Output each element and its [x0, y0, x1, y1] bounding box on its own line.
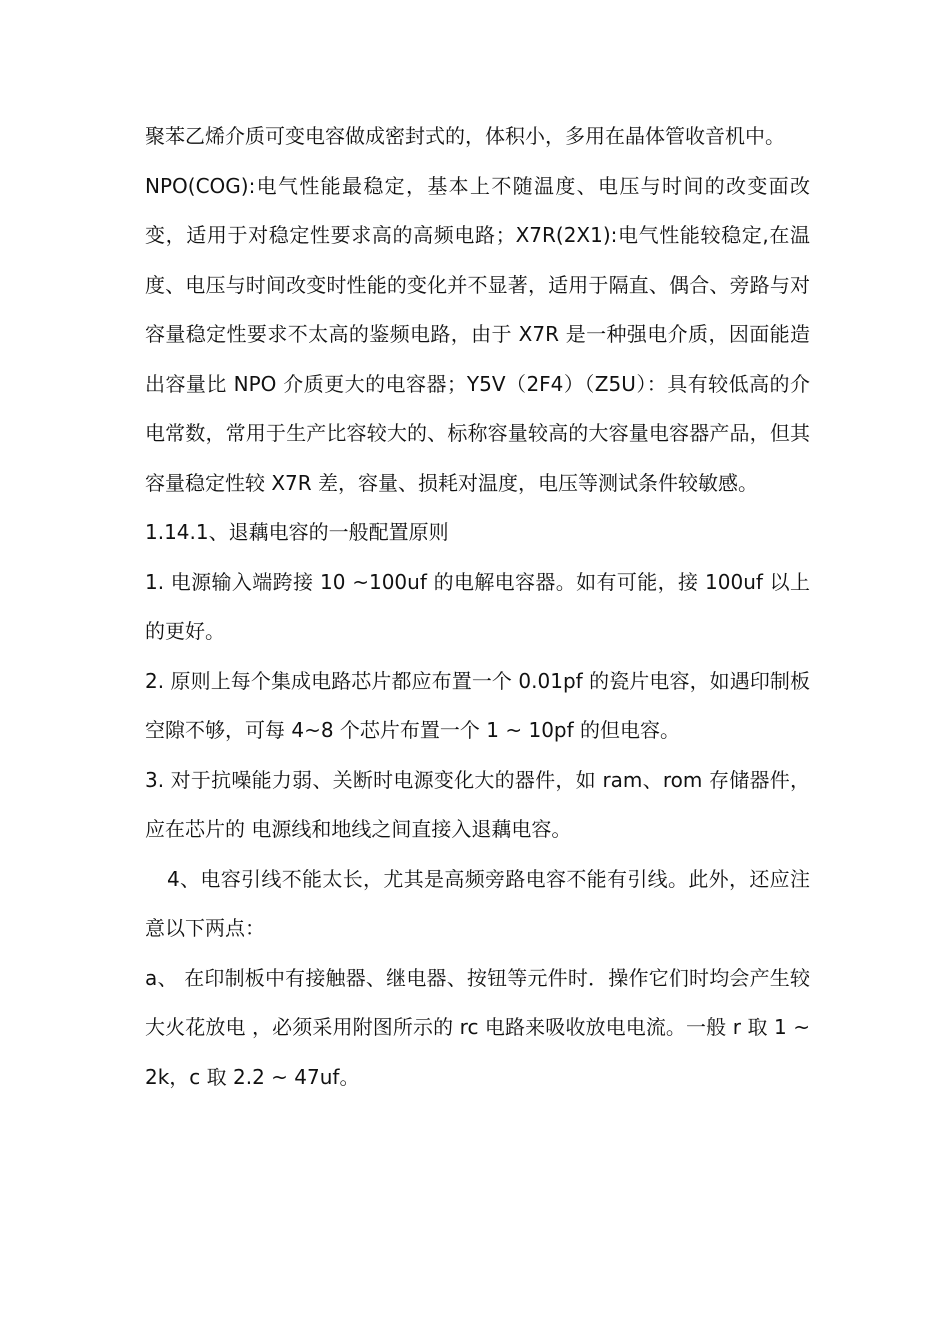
paragraph-polystyrene-capacitor: 聚苯乙烯介质可变电容做成密封式的，体积小，多用在晶体管收音机中。 — [145, 124, 785, 148]
list-item-4: 4、电容引线不能太长，尤其是高频旁路电容不能有引线。此外，还应注意以下两点： — [145, 866, 810, 940]
list-item-3: 3. 对于抗噪能力弱、关断时电源变化大的器件，如 ram、rom 存储器件，应在芯片的 电源线和地线之间直接入退藕电容。 — [145, 767, 810, 841]
paragraph-dielectric-types: NPO(COG):电气性能最稳定，基本上不随温度、电压与时间的改变面改变，适用于对稳定性要求高的高频电路；X7R(2X1):电气性能较稳定,在温度、电压与时间改变时性能的变化并不显著，适用于隔直、偶合、旁路与对容量稳定性要求不太高的鉴频电路，由于 X7R 是一种强电介质，因面能造出容量比 NPO 介质更大的电容器；Y5V（2F4）（Z5U）：具有较低高的介电常数，常用于生产比容较大的、标称容量较高的大容量电容器产品，但其容量稳定性较 X7R 差，容量、损耗对温度，电压等测试条件较敏感。 — [145, 173, 810, 495]
list-item-a: a、 在印制板中有接触器、继电器、按钮等元件时．操作它们时均会产生较大火花放电 ，必须采用附图所示的 rc 电路来吸收放电电流。一般 r 取 1 ~ 2k，c 取 2.2 ~ 47uf。 — [145, 965, 810, 1089]
list-item-1: 1. 电源输入端跨接 10 ~100uf 的电解电容器。如有可能，接 100uf 以上的更好。 — [145, 569, 810, 643]
list-item-2: 2. 原则上每个集成电路芯片都应布置一个 0.01pf 的瓷片电容，如遇印制板空隙不够，可每 4~8 个芯片布置一个 1 ~ 10pf 的但电容。 — [145, 668, 810, 742]
document-body — [145, 112, 810, 1102]
section-heading-decoupling: 1.14.1、退藕电容的一般配置原则 — [145, 520, 449, 544]
